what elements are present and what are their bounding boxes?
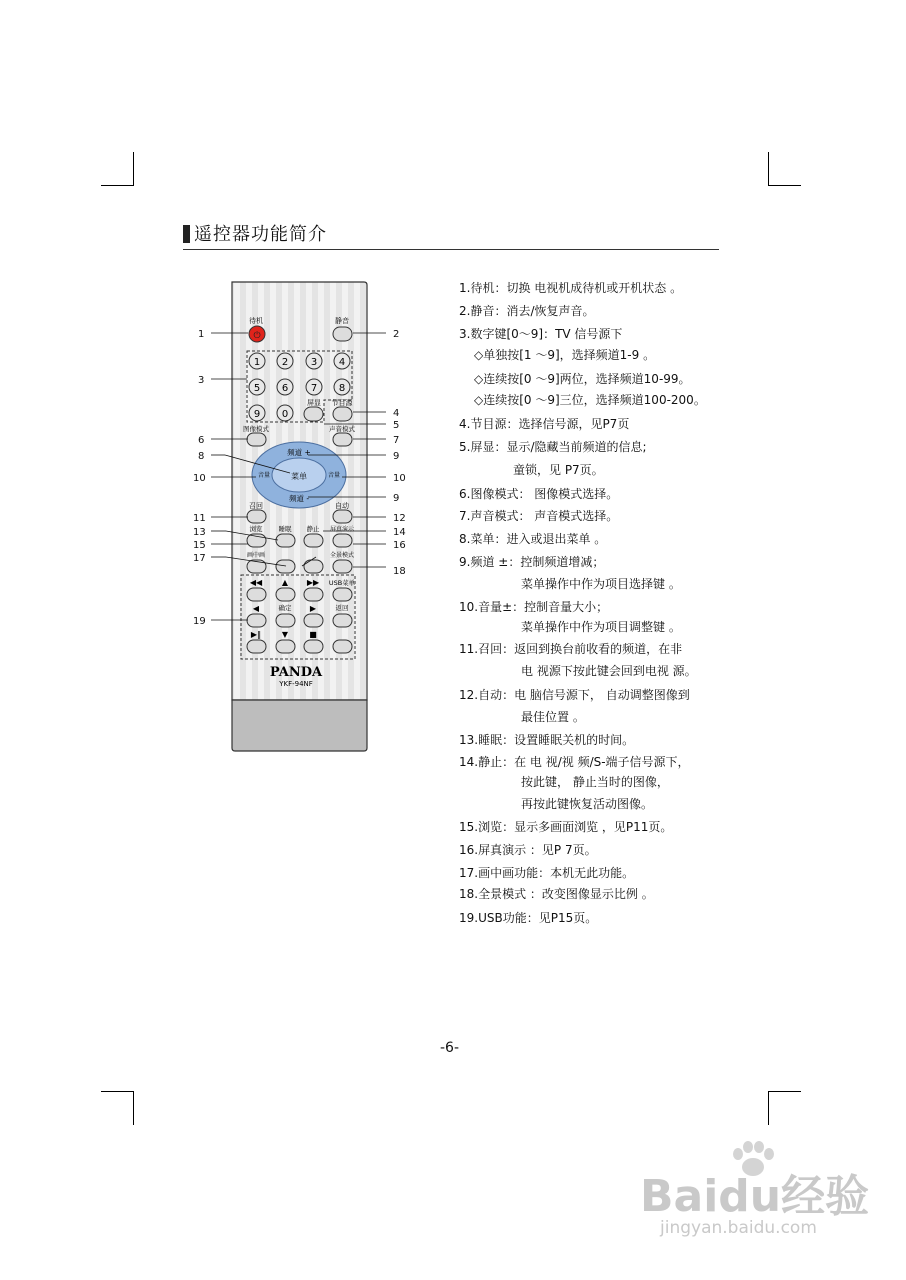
auto-button [333, 510, 352, 523]
callout-5: 5 [393, 420, 400, 431]
usb-row1-btn4 [333, 588, 352, 601]
desc-19: 19.USB功能：见P15页。 [459, 911, 598, 925]
source-button [333, 407, 352, 421]
desc-1: 1.待机：切换 电视机成待机或开机状态 。 [459, 281, 683, 295]
mute-button [333, 327, 352, 341]
desc-7: 7.声音模式： 声音模式选择。 [459, 509, 619, 523]
title-rule [183, 249, 719, 250]
desc-11b: 电 视源下按此键会回到电视 源。 [521, 664, 697, 678]
callout-3: 3 [198, 375, 205, 386]
desc-9b: 菜单操作中作为项目选择键 。 [521, 577, 681, 591]
crop-mark [768, 1091, 801, 1092]
desc-9: 9.频道 ±：控制频道增减； [459, 555, 605, 569]
digit-0-label: 0 [281, 409, 289, 420]
up-icon: ▲ [281, 578, 289, 587]
callout-9b: 9 [393, 493, 400, 504]
desc-12b: 最佳位置 。 [521, 710, 585, 724]
usb-row1-btn2 [276, 588, 295, 601]
callout-1: 1 [198, 329, 205, 340]
crop-mark [768, 1091, 769, 1125]
usb-row2-btn3 [304, 614, 323, 627]
brand-logo: PANDA [269, 665, 323, 680]
callout-7: 7 [393, 435, 400, 446]
picture-mode-button [247, 433, 266, 446]
pip-3-button [304, 560, 323, 573]
digit-4-label: 4 [338, 357, 346, 368]
callout-16: 16 [393, 540, 406, 551]
freeze-button [304, 534, 323, 547]
callout-12: 12 [393, 513, 406, 524]
rewind-icon: ◀◀ [249, 578, 263, 587]
desc-13: 13.睡眠：设置睡眠关机的时间。 [459, 733, 635, 747]
down-icon: ▼ [281, 630, 289, 639]
section-title: 遥控器功能简介 [183, 220, 327, 246]
ch-up-label: 频道 + [287, 448, 311, 457]
screen-demo-label: 屏真演示 [329, 526, 355, 533]
desc-17: 17.画中画功能：本机无此功能。 [459, 866, 635, 880]
usb-label: USB菜单 [328, 579, 356, 587]
sleep-label: 睡眠 [278, 525, 292, 533]
menu-label: 菜单 [291, 472, 307, 481]
callout-14: 14 [393, 527, 406, 538]
callout-18: 18 [393, 566, 406, 577]
desc-3a: ◇单独按[1 ～9]，选择频道1-9 。 [474, 348, 656, 362]
auto-label: 自动 [335, 502, 349, 510]
digit-9-label: 9 [253, 409, 261, 420]
desc-14: 14.静止：在 电 视/视 频/S-端子信号源下， [459, 755, 690, 769]
remote-illustration [180, 276, 420, 760]
usb-row3-btn4 [333, 640, 352, 653]
power-icon: ⏻ [253, 331, 261, 341]
sleep-button [276, 534, 295, 547]
fullscreen-label: 全景模式 [329, 552, 355, 559]
desc-11: 11.召回：返回到换台前收看的频道，在非 [459, 642, 683, 656]
sound-mode-label: 声音模式 [329, 425, 355, 433]
digit-6-label: 6 [281, 383, 289, 394]
crop-mark [133, 152, 134, 186]
callout-17: 17 [193, 553, 206, 564]
standby-label: 待机 [249, 317, 263, 325]
usb-row2-btn2 [276, 614, 295, 627]
callout-11: 11 [193, 513, 206, 524]
page-number: -6- [440, 1040, 460, 1056]
desc-2: 2.静音：消去/恢复声音。 [459, 304, 595, 318]
desc-16: 16.屏真演示 ：见P 7页。 [459, 843, 597, 857]
callout-6: 6 [198, 435, 205, 446]
left-icon: ◀ [252, 604, 260, 613]
source-label: 节目源 [331, 399, 353, 407]
callout-2: 2 [393, 329, 400, 340]
callout-13: 13 [193, 527, 206, 538]
forward-icon: ▶▶ [306, 578, 320, 587]
stop-icon: ■ [309, 630, 317, 639]
crop-mark [768, 185, 801, 186]
pip-label: 画中画 [246, 552, 266, 559]
callout-19: 19 [193, 616, 206, 627]
display-label: 屏显 [307, 399, 321, 407]
desc-8: 8.菜单：进入或退出菜单 。 [459, 532, 607, 546]
freeze-label: 静止 [306, 525, 320, 533]
digit-1-label: 1 [253, 357, 261, 368]
watermark-url: jingyan.baidu.com [660, 1218, 817, 1238]
vol-right-label: 音量 [327, 472, 341, 479]
fullscreen-button [333, 560, 352, 573]
usb-row2-btn1 [247, 614, 266, 627]
ok-label: 确定 [278, 604, 292, 612]
crop-mark [768, 152, 769, 186]
usb-row2-btn4 [333, 614, 352, 627]
play-pause-icon: ▶‖ [250, 630, 262, 639]
desc-3: 3.数字键[0～9]：TV 信号源下 [459, 327, 623, 341]
crop-mark [101, 185, 134, 186]
display-button [304, 407, 323, 421]
digit-7-label: 7 [310, 383, 318, 394]
ch-down-label: 频道 - [288, 494, 310, 503]
digit-2-label: 2 [281, 357, 289, 368]
desc-6: 6.图像模式： 图像模式选择。 [459, 487, 619, 501]
model-label: YKF-94NF [279, 680, 313, 688]
usb-row1-btn1 [247, 588, 266, 601]
usb-row3-btn3 [304, 640, 323, 653]
desc-14b: 按此键， 静止当时的图像， [521, 775, 669, 789]
desc-5b: 童锁，见 P7页。 [513, 463, 604, 477]
crop-mark [133, 1091, 134, 1125]
back-label: 返回 [335, 604, 349, 612]
picture-mode-label: 图像模式 [243, 425, 269, 433]
usb-row1-btn3 [304, 588, 323, 601]
usb-row3-btn1 [247, 640, 266, 653]
callout-10b: 10 [393, 473, 406, 484]
digit-8-label: 8 [338, 383, 346, 394]
recall-button [247, 510, 266, 523]
recall-label: 召回 [249, 502, 263, 510]
desc-4: 4.节目源：选择信号源，见P7页 [459, 417, 630, 431]
desc-10b: 菜单操作中作为项目调整键 。 [521, 620, 681, 634]
digit-5-label: 5 [253, 383, 261, 394]
callout-15: 15 [193, 540, 206, 551]
vol-left-label: 音量 [257, 472, 271, 479]
pip-2-button [276, 560, 295, 573]
callout-10a: 10 [193, 473, 206, 484]
mute-label: 静音 [335, 317, 349, 325]
desc-18: 18.全景模式 ：改变图像显示比例 。 [459, 887, 654, 901]
desc-12: 12.自动：电 脑信号源下， 自动调整图像到 [459, 688, 690, 702]
browse-label: 浏览 [249, 525, 263, 533]
digit-3-label: 3 [310, 357, 318, 368]
watermark-brand: Baidu经验 [640, 1171, 870, 1222]
desc-5: 5.屏显：显示/隐藏当前频道的信息; [459, 440, 647, 454]
callout-8: 8 [198, 451, 205, 462]
callout-4: 4 [393, 408, 400, 419]
desc-3b: ◇连续按[0 ～9]两位，选择频道10-99。 [474, 372, 691, 386]
crop-mark [101, 1091, 134, 1092]
desc-10: 10.音量±：控制音量大小； [459, 600, 609, 614]
desc-3c: ◇连续按[0 ～9]三位，选择频道100-200。 [474, 393, 706, 407]
usb-row3-btn2 [276, 640, 295, 653]
sound-mode-button [333, 433, 352, 446]
callout-9a: 9 [393, 451, 400, 462]
right-icon: ▶ [309, 604, 317, 613]
desc-15: 15.浏览：显示多画面浏览 ，见P11页。 [459, 820, 673, 834]
desc-14c: 再按此键恢复活动图像。 [521, 797, 654, 811]
screen-demo-button [333, 534, 352, 547]
